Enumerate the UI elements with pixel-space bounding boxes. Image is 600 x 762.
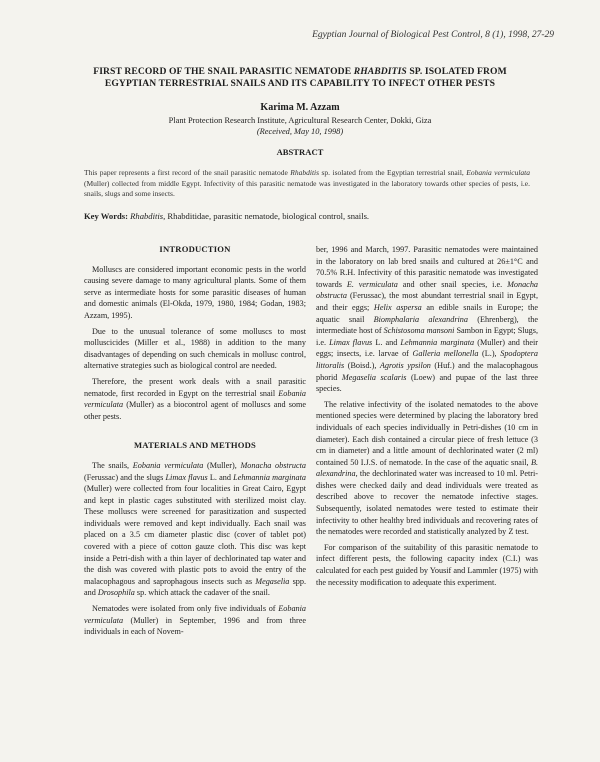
text-run: ber, 1996 and March, 1997. Parasitic nematodes were maintained in the laboratory on lab bred snails and cultured at 26±1°C and 70.5% R.H. Infectivity of this parasitic nematode was investigated towards (316, 245, 538, 289)
abstract-part: This paper represents a first record of the snail parasitic nematode (84, 168, 291, 177)
abstract-part: sp. isolated from the Egyptian terrestrial snail, (319, 168, 467, 177)
methods-paragraph: For comparison of the suitability of this parasitic nematode to infect different pests, the following capacity index (C.I.) was calculated for each pest guided by Yousif and Lammler (1975) with the necessity modification to adequate this experiment. (316, 542, 538, 587)
introduction-heading: INTRODUCTION (159, 244, 231, 254)
intro-paragraph: Molluscs are considered important economic pests in the world causing severe damage to many agricultural plants. Some of them serve as intermediate hosts for some parasitic diseases of human and domestic animals (El-Okda, 1979, 1980, 1984; Godan, 1983; Azzam, 1995). (84, 264, 306, 320)
species-name: Eobania vermiculata (84, 604, 306, 625)
text-run: Sambon in Egypt; Slugs, i.e. (316, 326, 538, 347)
species-name: Monacha obstructa (240, 460, 306, 470)
text-run: The relative infectivity of the isolated nematodes to the above mentioned species were determined by placing the laboratory bred individuals of each species individually in Petri-dishes (10 cm in diameter). Each dish contained a circular piece of fresh lettuce (3 cm in diameter) and a little amount of dechlorinated water (2 ml) contained 50 I.J.S. of nematode. In the case of the aquatic snail, (316, 399, 538, 467)
methods-paragraph (316, 244, 538, 395)
intro-paragraph (84, 376, 306, 422)
species-name: Galleria mellonella (412, 349, 479, 359)
text-run: an edible snails in Europe; the aquatic snail (316, 302, 539, 324)
text-run: (Muller) in September, 1996 and from three individuals in each of Novem- (84, 615, 306, 637)
text-run: and other snail species, i.e. (397, 279, 508, 289)
title-part: SP. ISOLATED FROM (406, 66, 507, 77)
keywords-label: Key Words: (84, 211, 129, 221)
species-name: Megaselia (255, 576, 290, 586)
text-run: (Ehrenberg), the intermediate host of (316, 314, 539, 336)
received-date: (Received, May 10, 1998) (256, 127, 344, 136)
paper-title (60, 66, 540, 90)
right-column (316, 244, 538, 592)
abstract-genus: Rhabditis (290, 168, 320, 177)
text-run: (Muller) as a biocontrol agent of molluscs and some other pests. (84, 400, 306, 421)
intro-paragraph: Due to the unusual tolerance of some molluscs to most molluscicides (Miller et al., 1988) in addition to the many disadvantages of depending on such chemicals in mollusc control, alternative strategies such as biological control are needed. (84, 326, 306, 371)
title-line2: EGYPTIAN TERRESTRIAL SNAILS AND ITS CAPABILITY TO INFECT OTHER PESTS (104, 78, 496, 89)
species-name: Lehmannia marginata (233, 472, 306, 482)
left-column (84, 244, 306, 642)
methods-paragraph (316, 399, 538, 538)
keywords-list: Rhabditidae, parasitic nematode, biological control, snails. (165, 211, 370, 221)
species-name: Lehmannia marginata (400, 337, 475, 347)
abstract-text (84, 168, 530, 200)
text-run: The snails, (92, 460, 133, 470)
text-run: (Huf.) and the malacophagous phorid (316, 360, 538, 382)
species-name: Agrotis ypsilon (379, 360, 431, 370)
species-name: Schistosoma mansoni (383, 326, 455, 336)
species-name: Limax flavus (165, 472, 208, 482)
keywords-genus: Rhabditis, (128, 211, 166, 221)
affiliation-block (0, 115, 600, 137)
text-run: spp. and (84, 576, 307, 598)
species-name: Drosophila (97, 588, 135, 598)
species-name: Eobania vermiculata (84, 388, 306, 410)
species-name: Spodoptera littoralis (316, 349, 538, 370)
species-name: Monacha obstructa (316, 279, 539, 301)
title-part: FIRST RECORD OF THE SNAIL PARASITIC NEMATODE (93, 66, 354, 77)
journal-header: Egyptian Journal of Biological Pest Control, 8 (1), 1998, 27-29 (312, 30, 554, 40)
text-run: (Muller) and their eggs; insects, i.e. larvae of (316, 337, 538, 359)
abstract-part: (Muller) collected from middle Egypt. Infectivity of this parasitic nematode was investigated in the laboratory towards other species of pests, i.e. snails, slugs and some insects. (84, 178, 530, 198)
text-run: (Ferussac), the most abundant terrestrial snail in Egypt, and their eggs; (316, 291, 538, 312)
text-run: L. and (207, 472, 234, 482)
species-name: Eobania vermiculata (132, 460, 204, 470)
text-run: Therefore, the present work deals with a snail parasitic nematode, first recorded in Egypt on the terrestrial snail (84, 376, 306, 398)
title-genus: RHABDITIS (353, 66, 407, 77)
abstract-species: Eobania vermiculata (466, 168, 530, 177)
methods-paragraph (84, 603, 306, 638)
species-name: Limax flavus (329, 337, 373, 347)
methods-paragraph (84, 460, 306, 599)
text-run: L. and (372, 337, 401, 347)
text-run: (Boisd.), (344, 360, 380, 370)
keywords (84, 211, 530, 221)
text-run: , the dechlorinated water was increased to 10 ml. Petri-dishes were checked daily and dead individuals were treated as described above to recover the nematode infective stages. Subsequently, isolated nematodes were tested to estimate their infectivity to other healthy bred individuals and recovering rates of the nematodes were recorded and statistically analyzed by Z test. (316, 469, 538, 537)
text-run: (L.), (478, 349, 501, 359)
species-name: Biomphalaria alexandrina (373, 314, 468, 324)
text-run: Nematodes were isolated from only five individuals of (92, 604, 279, 614)
text-run: sp. which attack the cadaver of the snail. (134, 588, 270, 598)
abstract-heading: ABSTRACT (276, 147, 324, 157)
text-run: (Muller), (203, 460, 241, 470)
text-run: (Ferussac) and the slugs (84, 472, 166, 482)
species-name: Helix aspersa (373, 302, 422, 312)
species-name: Megaselia scalaris (341, 372, 407, 382)
affiliation: Plant Protection Research Institute, Agricultural Research Center, Dokki, Giza (168, 116, 432, 125)
text-run: (Loew) and pupae of the last three species. (316, 372, 538, 394)
methods-heading: MATERIALS AND METHODS (134, 440, 256, 451)
text-run: (Muller) were collected from four localities in Great Cairo, Egypt and kept in plastic cages substituted with sterilized moist clay. These molluscs were screened for parasitization and suspected individuals were removed and kept individually. Each snail was placed on a 3.5 cm diameter plastic disc (cover of tablet pot) covered with a piece of cotton gauze cloth. This disc was kept inside a Petri-dish with a thin layer of dechlorinated tap water and the dish was covered with plastic pots to avoid the entry of the malacophagous and saprophagous insects such as (84, 484, 306, 586)
author-name: Karima M. Azzam (260, 102, 340, 113)
species-name: B. alexandrina (316, 457, 538, 479)
species-name: E. vermiculata (346, 279, 398, 289)
